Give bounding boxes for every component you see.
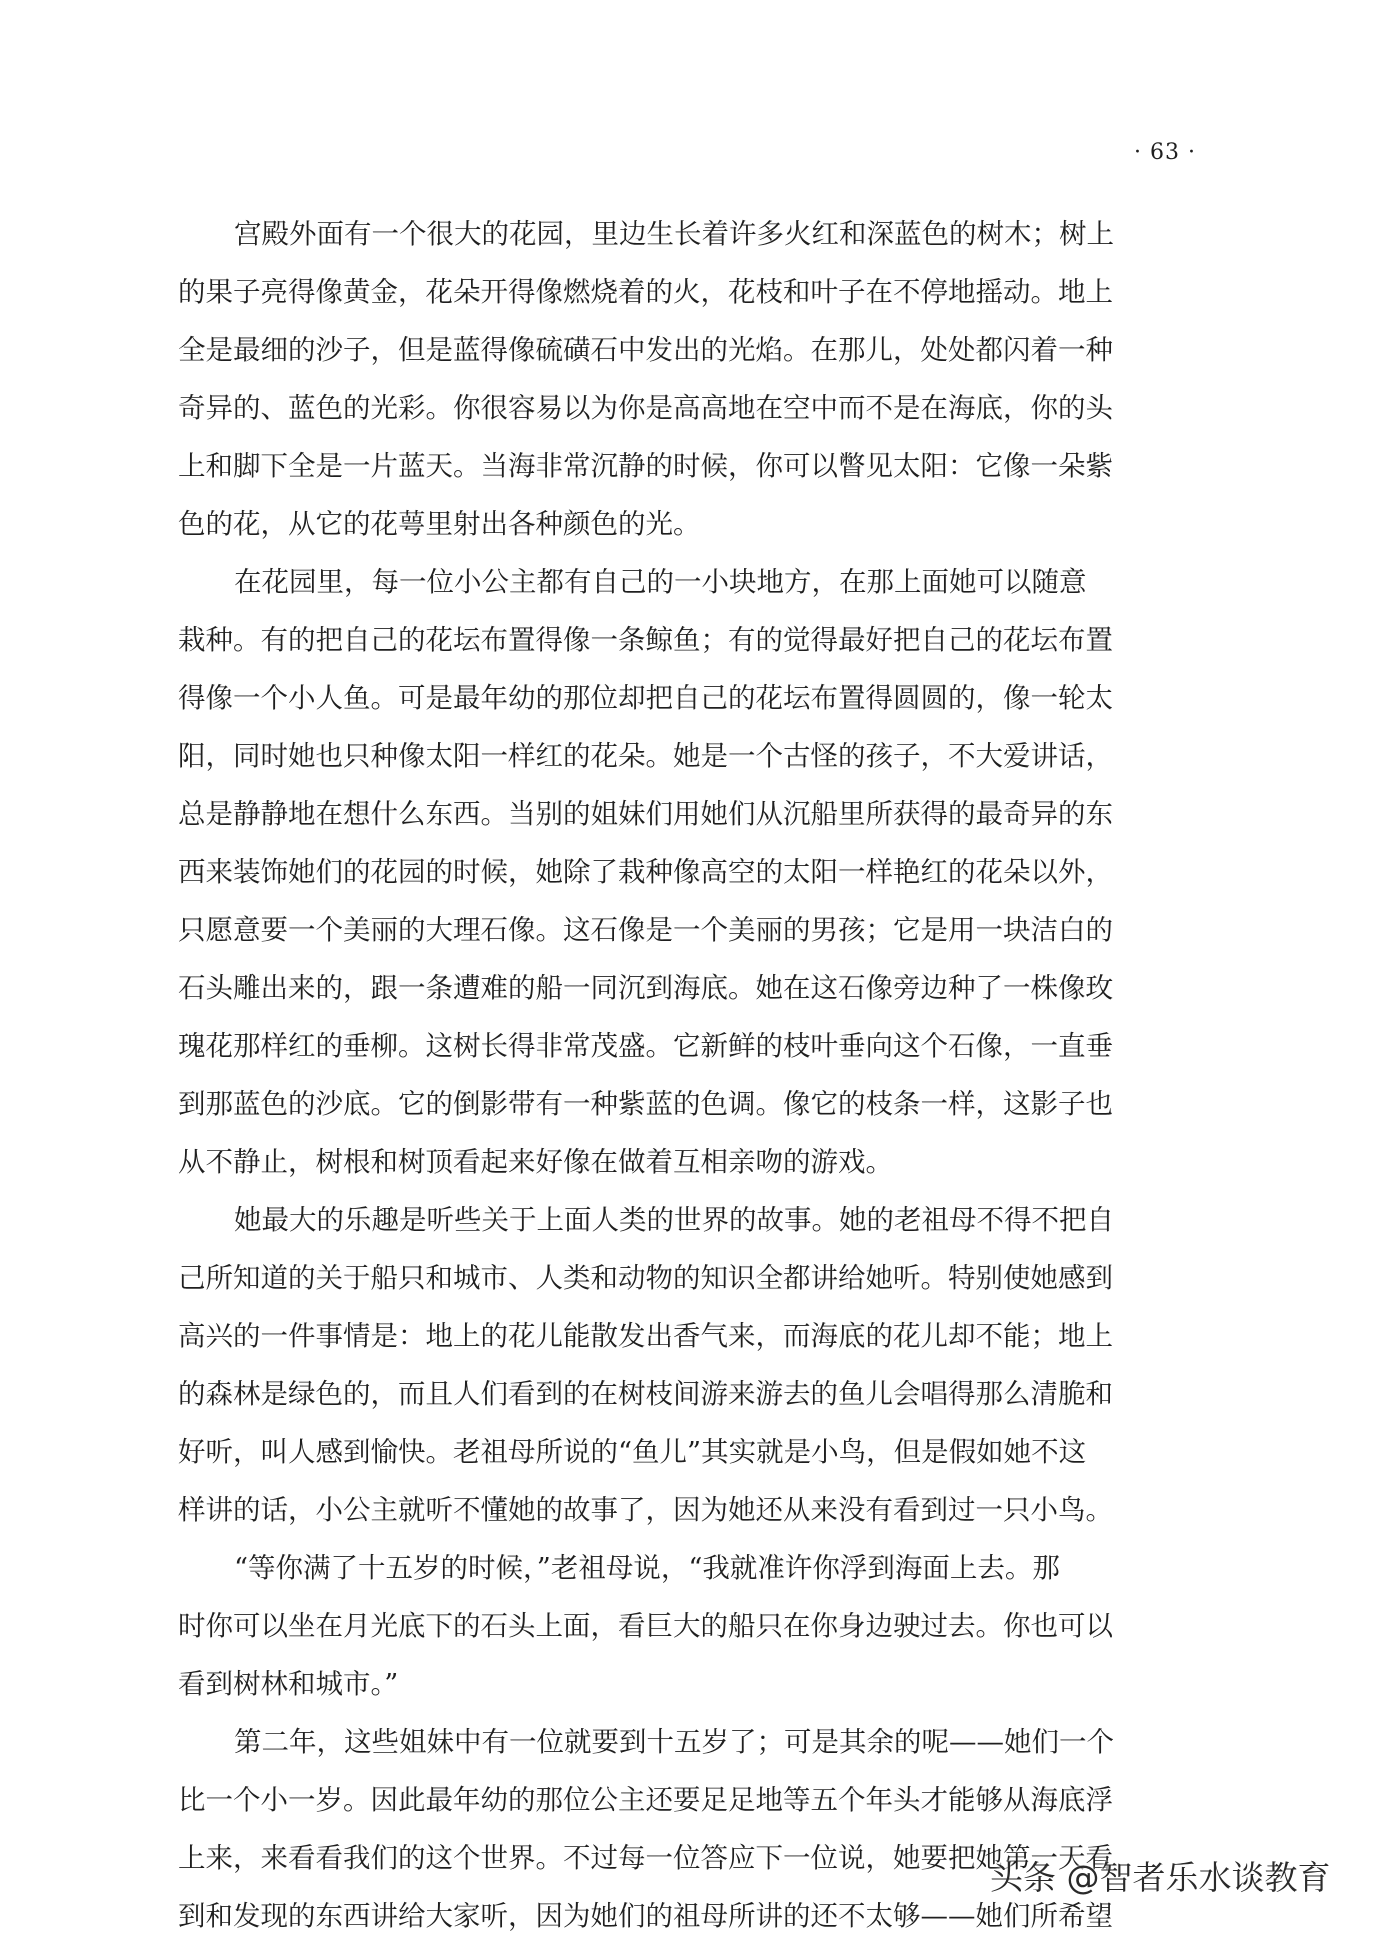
text-line: 到和发现的东西讲给大家听，因为她们的祖母所讲的还不太够——她们所希望 [178,1900,1113,1932]
text-line: 的果子亮得像黄金，花朵开得像燃烧着的火，花枝和叶子在不停地摇动。地上 [178,276,1113,308]
text-line: 从不静止，树根和树顶看起来好像在做着互相亲吻的游戏。 [178,1146,893,1178]
text-line: 样讲的话，小公主就听不懂她的故事了，因为她还从来没有看到过一只小鸟。 [178,1494,1113,1526]
text-line: “等你满了十五岁的时候，”老祖母说，“我就准许你浮到海面上去。那 [234,1552,1060,1584]
text-line: 己所知道的关于船只和城市、人类和动物的知识全都讲给她听。特别使她感到 [178,1262,1113,1294]
text-line: 到那蓝色的沙底。它的倒影带有一种紫蓝的色调。像它的枝条一样，这影子也 [178,1088,1113,1120]
text-line: 第二年，这些姐妹中有一位就要到十五岁了；可是其余的呢——她们一个 [234,1726,1114,1758]
text-line: 看到树林和城市。” [178,1668,399,1700]
text-line: 阳，同时她也只种像太阳一样红的花朵。她是一个古怪的孩子，不大爱讲话， [178,740,1113,772]
watermark: 头条 @智者乐水谈教育 [990,1858,1331,1897]
text-line: 比一个小一岁。因此最年幼的那位公主还要足足地等五个年头才能够从海底浮 [178,1784,1113,1816]
body-text [178,205,1180,1945]
text-line: 的森林是绿色的，而且人们看到的在树枝间游来游去的鱼儿会唱得那么清脆和 [178,1378,1113,1410]
text-line: 总是静静地在想什么东西。当别的姐妹们用她们从沉船里所获得的最奇异的东 [178,798,1113,830]
text-line: 色的花，从它的花萼里射出各种颜色的光。 [178,508,701,540]
page-number: · 63 · [1134,140,1196,165]
text-line: 时你可以坐在月光底下的石头上面，看巨大的船只在你身边驶过去。你也可以 [178,1610,1113,1642]
text-line: 得像一个小人鱼。可是最年幼的那位却把自己的花坛布置得圆圆的，像一轮太 [178,682,1113,714]
text-line: 上和脚下全是一片蓝天。当海非常沉静的时候，你可以瞥见太阳：它像一朵紫 [178,450,1113,482]
text-line: 好听，叫人感到愉快。老祖母所说的“鱼儿”其实就是小鸟，但是假如她不这 [178,1436,1087,1468]
text-line: 石头雕出来的，跟一条遭难的船一同沉到海底。她在这石像旁边种了一株像玫 [178,972,1113,1004]
text-line: 她最大的乐趣是听些关于上面人类的世界的故事。她的老祖母不得不把自 [234,1204,1114,1236]
text-line: 高兴的一件事情是：地上的花儿能散发出香气来，而海底的花儿却不能；地上 [178,1320,1113,1352]
text-line: 全是最细的沙子，但是蓝得像硫磺石中发出的光焰。在那儿，处处都闪着一种 [178,334,1113,366]
text-line: 瑰花那样红的垂柳。这树长得非常茂盛。它新鲜的枝叶垂向这个石像，一直垂 [178,1030,1113,1062]
text-line: 上来，来看看我们的这个世界。不过每一位答应下一位说，她要把她第一天看 [178,1842,1113,1874]
text-line: 在花园里，每一位小公主都有自己的一小块地方，在那上面她可以随意 [234,566,1087,598]
text-line: 栽种。有的把自己的花坛布置得像一条鲸鱼；有的觉得最好把自己的花坛布置 [178,624,1113,656]
text-line: 只愿意要一个美丽的大理石像。这石像是一个美丽的男孩；它是用一块洁白的 [178,914,1113,946]
text-line: 西来装饰她们的花园的时候，她除了栽种像高空的太阳一样艳红的花朵以外， [178,856,1113,888]
text-line: 宫殿外面有一个很大的花园，里边生长着许多火红和深蓝色的树木；树上 [234,218,1114,250]
text-line: 奇异的、蓝色的光彩。你很容易以为你是高高地在空中而不是在海底，你的头 [178,392,1113,424]
